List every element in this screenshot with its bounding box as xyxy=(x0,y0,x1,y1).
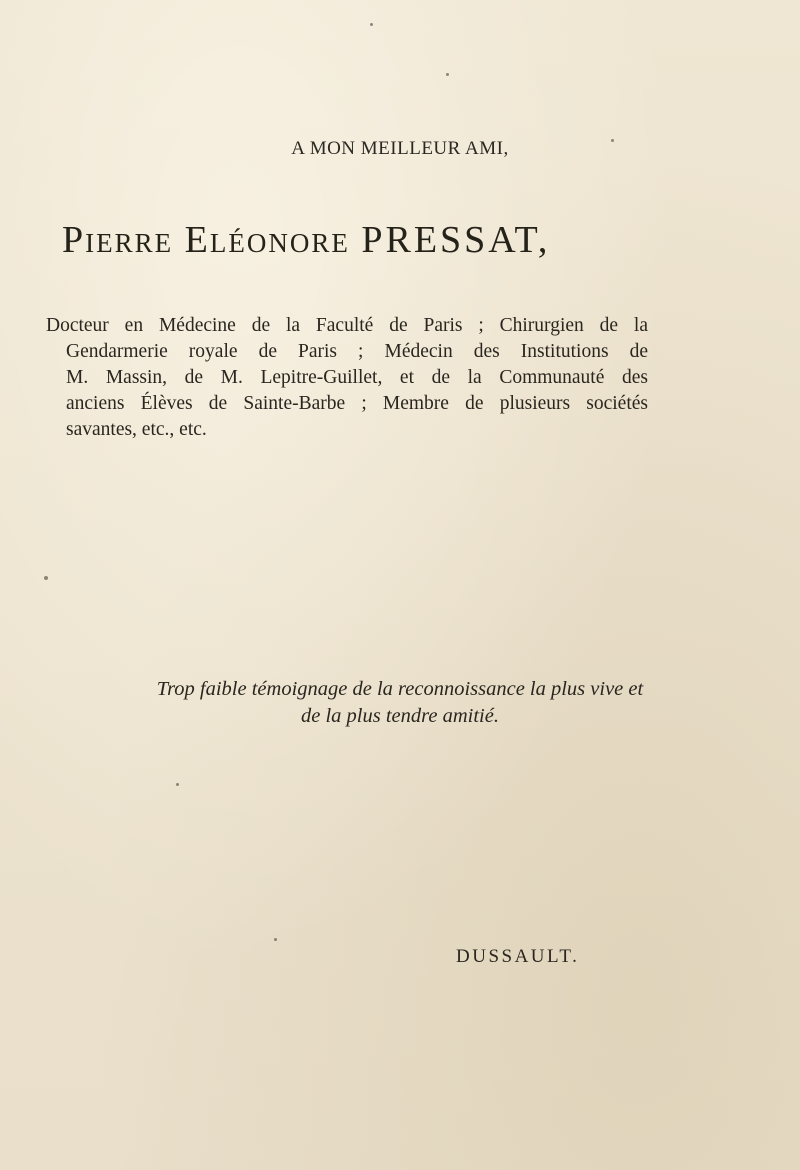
paper-speck xyxy=(274,938,277,941)
tribute-line: Trop faible témoignage de la reconnoissance la plus vive et xyxy=(156,678,644,700)
paper-speck xyxy=(44,576,48,580)
dedicatee-last-name: PRESSAT, xyxy=(361,219,551,261)
titles-line: Gendarmerie royale de Paris ; Médecin des Institutions de xyxy=(66,341,648,362)
dedicatee-middle-name: Eléonore xyxy=(184,219,350,261)
paper-speck xyxy=(370,23,373,26)
paper-speck xyxy=(176,783,179,786)
author-signature: DUSSAULT. xyxy=(456,946,580,967)
titles-line: M. Massin, de M. Lepitre-Guillet, et de la Communauté des xyxy=(66,367,648,388)
dedication-heading: A MON MEILLEUR AMI, xyxy=(291,138,509,159)
tribute-text xyxy=(0,676,800,730)
dedicatee-first-name: Pierre xyxy=(62,219,174,261)
dedicatee-titles xyxy=(46,313,648,443)
tribute-line: de la plus tendre amitié. xyxy=(301,705,499,727)
titles-line: Docteur en Médecine de la Faculté de Paris ; Chirurgien de la xyxy=(46,315,648,336)
paper-speck xyxy=(446,73,449,76)
dedicatee-name xyxy=(62,218,762,262)
titles-line: savantes, etc., etc. xyxy=(66,419,207,440)
paper-speck xyxy=(611,139,614,142)
titles-line: anciens Élèves de Sainte-Barbe ; Membre de plusieurs sociétés xyxy=(66,393,648,414)
